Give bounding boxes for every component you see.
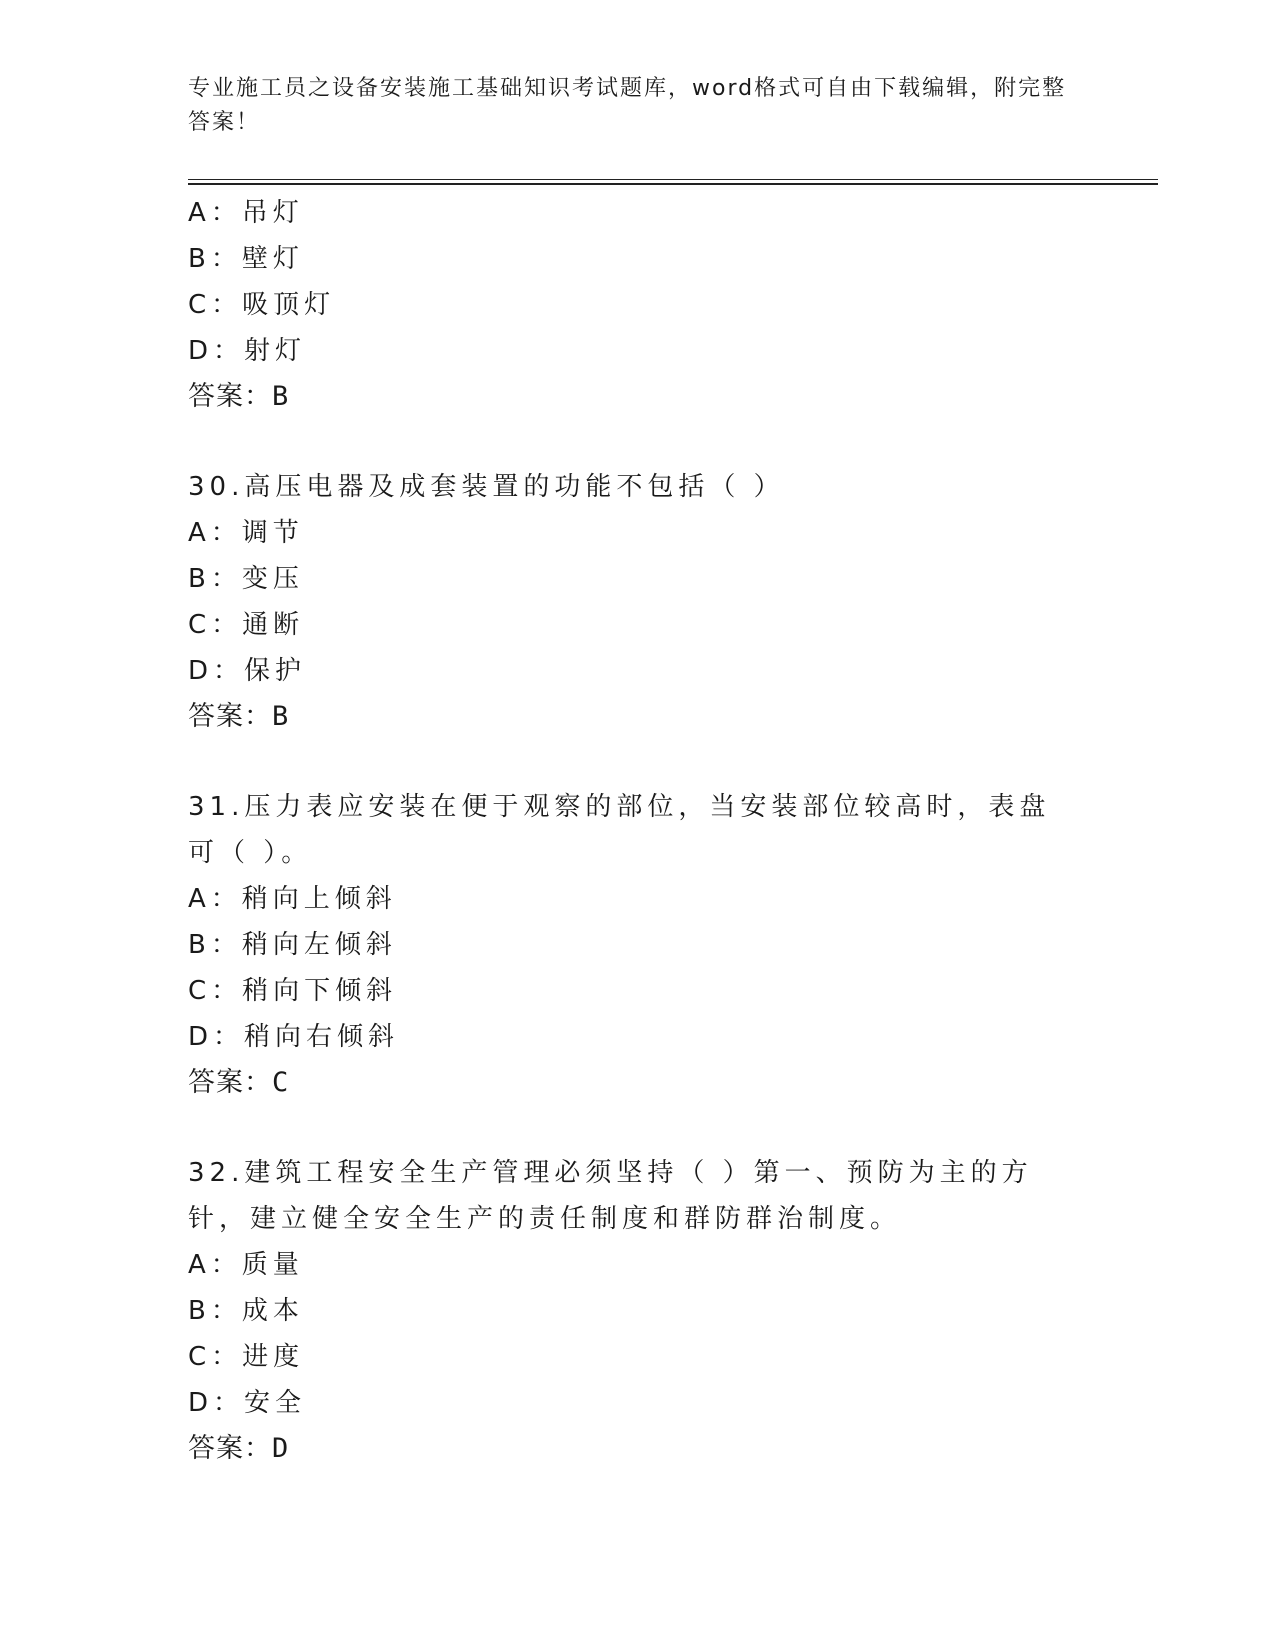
option-b: B：变压 — [188, 564, 304, 594]
document-body — [188, 190, 1088, 1472]
question-block-32 — [188, 1150, 1088, 1472]
answer-line — [188, 374, 1088, 420]
option-b: B：成本 — [188, 1296, 304, 1326]
question-text: 32.建筑工程安全生产管理必须坚持（ ）第一、预防为主的方针，建立健全安全生产的责任制度和群防群治制度。 — [188, 1158, 1033, 1234]
header-divider-bottom — [188, 183, 1158, 185]
option-c: C：通断 — [188, 610, 305, 640]
question-text: 30.高压电器及成套装置的功能不包括（ ） — [188, 472, 785, 502]
answer-value: C — [272, 1067, 290, 1098]
option-d: D：射灯 — [188, 336, 307, 366]
answer-line — [188, 1060, 1088, 1106]
header-divider-top — [188, 179, 1158, 180]
option-b: B：壁灯 — [188, 244, 304, 274]
answer-line — [188, 694, 1088, 740]
option-c: C：进度 — [188, 1342, 305, 1372]
question-block-30 — [188, 464, 1088, 740]
question-block-31 — [188, 784, 1088, 1106]
option-d: D：安全 — [188, 1388, 307, 1418]
option-a: A：稍向上倾斜 — [188, 884, 397, 914]
option-d: D：保护 — [188, 656, 307, 686]
answer-line — [188, 1426, 1088, 1472]
answer-label: 答案： — [188, 381, 272, 412]
option-d: D：稍向右倾斜 — [188, 1022, 400, 1052]
option-a: A：质量 — [188, 1250, 304, 1280]
option-a: A：调节 — [188, 518, 304, 548]
answer-label: 答案： — [188, 701, 272, 732]
document-header: 专业施工员之设备安装施工基础知识考试题库，word格式可自由下载编辑，附完整答案！ — [188, 76, 1067, 135]
option-c: C：吸顶灯 — [188, 290, 336, 320]
answer-value: D — [272, 1433, 290, 1464]
answer-label: 答案： — [188, 1067, 272, 1098]
option-b: B：稍向左倾斜 — [188, 930, 397, 960]
answer-label: 答案： — [188, 1433, 272, 1464]
question-block-29 — [188, 190, 1088, 420]
option-c: C：稍向下倾斜 — [188, 976, 398, 1006]
answer-value: B — [272, 381, 290, 412]
answer-value: B — [272, 701, 290, 732]
option-a: A：吊灯 — [188, 198, 304, 228]
question-text: 31.压力表应安装在便于观察的部位，当安装部位较高时，表盘可（ ）。 — [188, 792, 1051, 868]
